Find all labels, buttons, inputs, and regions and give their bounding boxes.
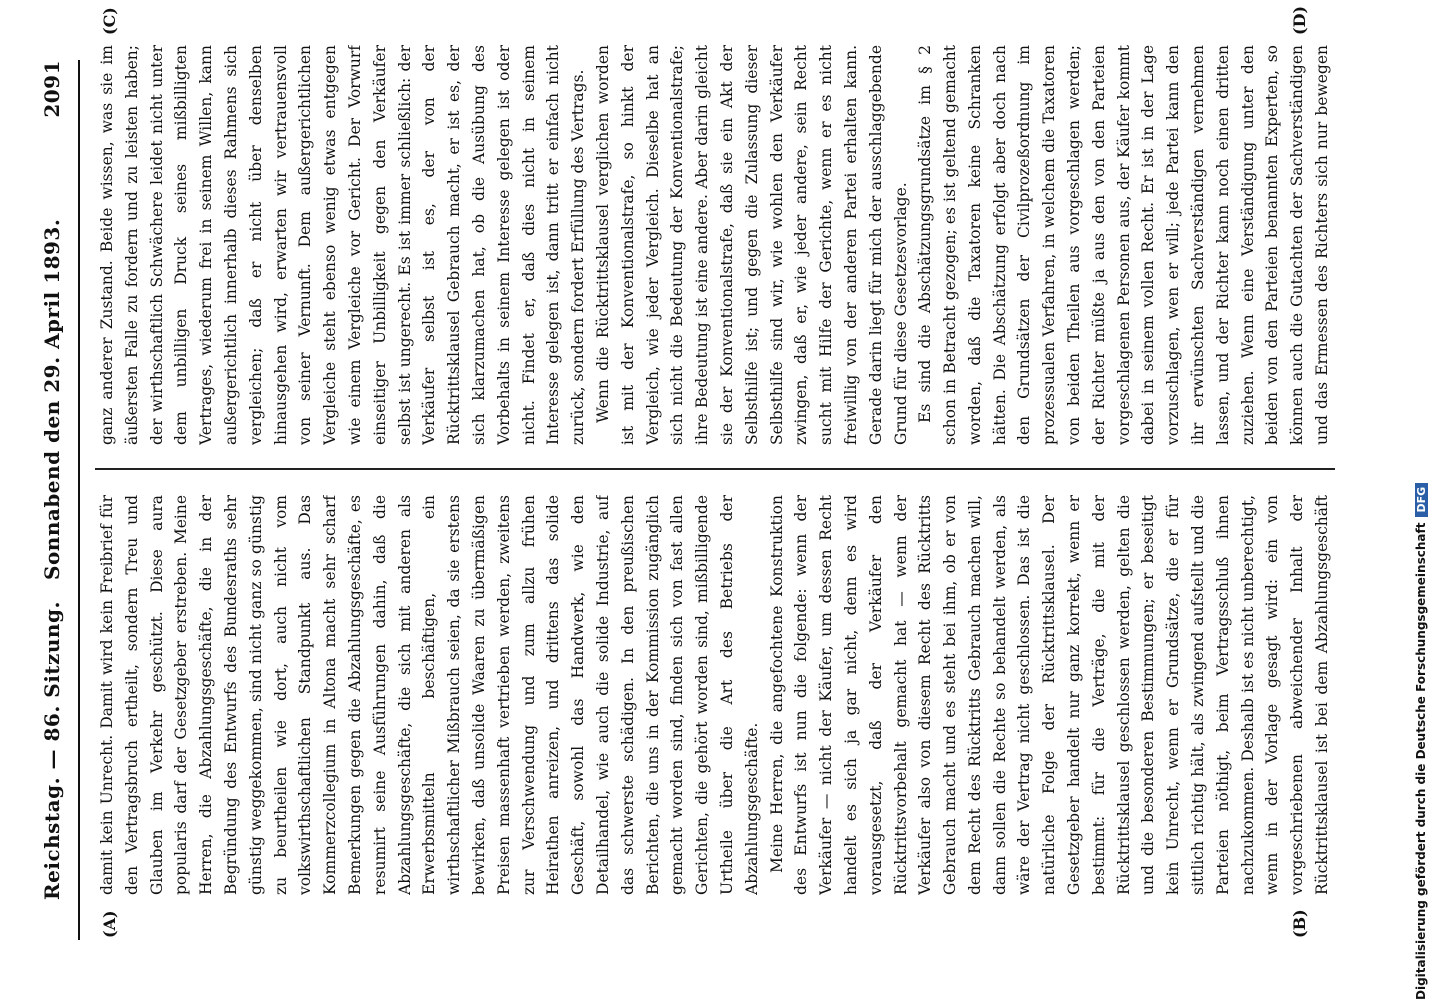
header-session: Reichstag. — 86. Sitzung. — [40, 601, 64, 900]
dfg-logo: DFG — [1415, 483, 1428, 517]
text-column-right — [95, 45, 1335, 445]
column-divider — [95, 468, 1335, 470]
paragraph: ganz anderer Zustand. Beide wissen, was sie im äußersten Falle zu fordern und zu leisten haben; der wirthschaftlich Schwächere leidet nicht unter dem unbilligen Druck seines mißbilligten Vertrages, wiederum frei in seinem Willen, kann außergerichtlich innerhalb dieses Rahmens sich vergleichen; daß er nicht über denselben hinausgehen wird, erwarten wir vertrauensvoll von seiner Vernunft. Dem außergerichtlichen Vergleiche steht ebenso wenig etwas entgegen wie einem Vergleiche vor Gericht. Der Vorwurf einseitiger Unbilligkeit gegen den Verkäufer selbst ist ungerecht. Es ist immer schließlich: der Verkäufer selbst ist es, der von der Rücktrittsklausel Gebrauch macht, er ist es, der sich klarzumachen hat, ob die Ausübung des Vorbehalts in seinem Interesse gelegen ist oder nicht. Findet er, daß dies nicht in seinem Interesse gelegen ist, dann tritt er einfach nicht zurück, sondern fordert Erfüllung des Vertrags. — [98, 45, 588, 445]
paragraph: Meine Herren, die angefochtene Konstruktion des Entwurfs ist nun die folgende: wenn der Verkäufer — nicht der Käufer, um dessen Recht handelt es sich ja gar nicht, denn es wird vorausgesetzt, daß der Verkäufer den Rücktrittsvorbehalt gemacht hat — wenn der Verkäufer also von diesem Recht des Rücktritts Gebrauch macht und es steht bei ihm, ob er von dem Recht des Rücktritts Gebrauch machen will, dann sollen die Rechte so behandelt werden, als wäre der Vertrag nicht geschlossen. Das ist die natürliche Folge der Rücktrittsklausel. Der Gesetzgeber handelt nur ganz korrekt, wenn er bestimmt: für die Verträge, die mit der Rücktrittsklausel geschlossen werden, gelten die und die besonderen Bestimmungen; er beseitigt kein Unrecht, wenn er Grundsätze, die er für sittlich richtig hält, als zwingend aufstellt und die Parteien nöthigt, beim Vertragsschluß ihnen nachzukommen. Deshalb ist es nicht unberechtigt, wenn in der Vorlage gesagt wird: ein von vorgeschriebenen abweichender Inhalt der Rücktrittsklausel ist bei dem Abzahlungsgeschäft — [767, 495, 1332, 895]
marker-b: (B) — [1290, 909, 1309, 938]
paragraph: Es sind die Abschätzungsgrundsätze im § 2 schon in Betracht gezogen; es ist geltend gemacht worden, daß die Taxatoren keine Schranken hätten. Die Abschätzung erfolgt aber doch nach den Grundsätzen der Civilprozeßordnung im prozessualen Verfahren, in welchem die Taxatoren von beiden Theilen aus vorgeschlagen werden; der Richter müßte ja aus den von den Parteien vorgeschlagenen Personen aus, der Käufer kommt dabei in seinem vollen Recht. Er ist in der Lage vorzuschlagen, wen er will; jede Partei kann den ihr erwünschten Sachverständigen vernehmen lassen, und der Richter kann noch einen dritten zuziehen. Wenn eine Verständigung unter den beiden von den Parteien benannten Experten, so können auch die Gutachten der Sachverständigen und das Ermessen des Richters sich nur bewegen — [916, 45, 1332, 445]
text-column-left — [95, 495, 1335, 895]
page-number: 2091 — [40, 60, 64, 118]
paragraph: Wenn die Rücktrittsklausel verglichen worden ist mit der Konventionalstrafe, so hinkt der Vergleich, wie jeder Vergleich. Dieselbe hat an sich nicht die Bedeutung der Konventionalstrafe; ihre Bedeutung ist eine andere. Aber darin gleicht sie der Konventionalstrafe, daß sie ein Akt der Selbsthilfe ist; und gegen die Zulassung dieser Selbsthilfe sind wir, wie wohlen den Verkäufer zwingen, daß er, wie jeder andere, sein Recht sucht mit Hilfe der Gerichte, wenn er es nicht freiwillig von der anderen Partei erhalten kann. Gerade darin liegt für mich der ausschlaggebende Grund für diese Gesetzesvorlage. — [593, 45, 910, 445]
marker-d: (D) — [1290, 5, 1309, 35]
header-rule — [78, 60, 80, 940]
page-header — [40, 60, 70, 940]
marker-c: (C) — [100, 7, 119, 35]
paragraph: damit kein Unrecht. Damit wird kein Freibrief für den Vertragsbruch ertheilt, sondern Treu und Glauben im Verkehr geschützt. Diese aura popularis darf der Gesetzgeber erstreben. Meine Herren, die Abzahlungsgeschäfte, die in der Begründung des Entwurfs des Bundesraths sehr günstig weggekommen, sind nicht ganz so günstig zu beurtheilen wie dort, auch nicht vom volkswirthschaftlichen Standpunkt aus. Das Kommerzcollegium in Altona macht sehr scharf Bemerkungen gegen die Abzahlungsgeschäfte, es resumirt seine Ausführungen dahin, daß die Abzahlungsgeschäfte, die sich mit anderen als Erwerbsmitteln beschäftigen, ein wirthschaftlicher Mißbrauch seien, da sie erstens bewirken, daß unsolide Waaren zu übermäßigen Preisen massenhaft vertrieben werden, zweitens zur Verschwendung und zum allzu frühen Heirathen anreizen, und drittens das solide Geschäft, sowohl das Handwerk, wie den Detailhandel, wie auch die solide Industrie, auf das schwerste schädigen. In den preußischen Berichten, die uns in der Kommission zugänglich gemacht worden sind, finden sich von fast allen Gerichten, die gehört worden sind, mißbilligende Urtheile über die Art des Betriebs der Abzahlungsgeschäfte. — [98, 495, 761, 895]
marker-a: (A) — [100, 910, 119, 938]
credit-text: Digitalisierung gefördert durch die Deutsche Forschungsgemeinschaft — [1414, 522, 1428, 1000]
digitization-credit — [1412, 0, 1430, 1000]
header-date: Sonnabend den 29. April 1893. — [40, 218, 64, 580]
